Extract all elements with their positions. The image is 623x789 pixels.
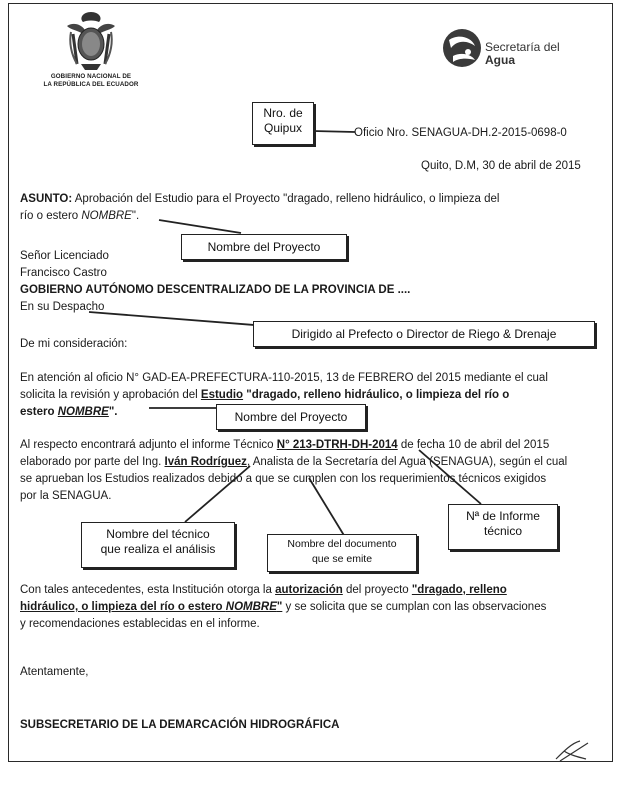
closing: Atentamente, [20, 666, 89, 678]
p3-text: Con tales antecedentes, esta Institución otorga la [20, 584, 276, 596]
recipient-office: En su Despacho [20, 301, 105, 313]
recipient-title: Señor Licenciado [20, 250, 109, 262]
recipient-institution: GOBIERNO AUTÓNOMO DESCENTRALIZADO DE LA PROVINCIA DE .... [20, 284, 411, 296]
p3-line-3: y recomendaciones establecidas en el informe. [20, 618, 260, 630]
callout-document-line-2: que se emite [311, 553, 373, 565]
recipient-name: Francisco Castro [20, 267, 107, 279]
p2-line-3: se aprueban los Estudios realizados debido a que se cumplen con los requerimientos técnicos exigidos [20, 473, 547, 485]
government-line-1: GOBIERNO NACIONAL DE [50, 73, 132, 80]
p1-line-1: En atención al oficio N° GAD-EA-PREFECTURA-110-2015, 13 de FEBRERO del 2015 mediante el cual [20, 372, 548, 384]
p3-quote: " [276, 601, 283, 613]
p3-project: "dragado, relleno [411, 584, 507, 596]
government-line-2: LA REPÚBLICA DEL ECUADOR [43, 81, 139, 88]
callout-project-name-2: Nombre del Proyecto [216, 404, 366, 430]
p1-study: Estudio [200, 389, 244, 401]
p1-estero: estero [20, 406, 58, 418]
document-page [8, 3, 613, 762]
p3-authorization: autorización [275, 584, 343, 596]
p2-text: Al respecto encontrará adjunto el informe Técnico [20, 439, 277, 451]
p2-text-3: , Analista de la Secretaría del Agua (SENAGUA), según el cual [246, 456, 568, 468]
callout-project-name-1: Nombre del Proyecto [181, 234, 347, 260]
callout-prefect: Dirigido al Prefecto o Director de Riego & Drenaje [253, 321, 595, 347]
p2-text-2: elaborado por parte del Ing. [20, 456, 165, 468]
p2-line-4: por la SENAGUA. [20, 490, 112, 502]
p2-report-number: N° 213-DTRH-DH-2014 [276, 439, 398, 451]
subject-project-name: NOMBRE [81, 210, 132, 222]
oficio-number: Oficio Nro. SENAGUA-DH.2-2015-0698-0 [354, 127, 567, 139]
subject-label: ASUNTO: [20, 193, 73, 205]
place-date: Quito, D.M, 30 de abril de 2015 [421, 160, 581, 172]
callout-document [267, 534, 417, 572]
callout-technician-line-2: que realiza el análisis [100, 542, 216, 556]
p1-end: ". [108, 406, 118, 418]
greeting: De mi consideración: [20, 338, 128, 350]
callout-report-line-2: técnico [483, 524, 523, 538]
handwritten-signature-icon [554, 739, 594, 762]
p3-text-2: del proyecto [342, 584, 412, 596]
callout-quipux-line-1: Nro. de [263, 106, 303, 120]
agency-line-2: Agua [485, 53, 515, 67]
p3-project-2: hidráulico, o limpieza del río o estero [20, 601, 226, 613]
p3-project-name: NOMBRE [225, 601, 277, 613]
p1-project-name: NOMBRE [57, 406, 109, 418]
p2-technician: Iván Rodríguez [164, 456, 247, 468]
p3-text-3: y se solicita que se cumplan con las observaciones [282, 601, 547, 613]
callout-report [448, 504, 558, 550]
signature-title: SUBSECRETARIO DE LA DEMARCACIÓN HIDROGRÁFICA [20, 719, 340, 731]
callout-report-line-1: Nª de Informe [466, 509, 540, 523]
callout-technician [81, 522, 235, 568]
callout-quipux-line-2: Quipux [263, 121, 303, 135]
callout-quipux [252, 102, 314, 145]
callout-technician-line-1: Nombre del técnico [106, 527, 210, 541]
p2-date: de fecha 10 de abril del 2015 [397, 439, 550, 451]
p1-text: solicita la revisión y aprobación del [20, 389, 201, 401]
subject-text: Aprobación del Estudio para el Proyecto "dragado, relleno hidráulico, o limpieza del [72, 193, 500, 205]
subject-end: ". [131, 210, 140, 222]
callout-document-line-1: Nombre del documento [287, 538, 397, 550]
subject-text-2: río o estero [20, 210, 82, 222]
p1-project: "dragado, relleno hidráulico, o limpieza del río o [243, 389, 510, 401]
agency-line-1: Secretaría del [485, 40, 560, 54]
